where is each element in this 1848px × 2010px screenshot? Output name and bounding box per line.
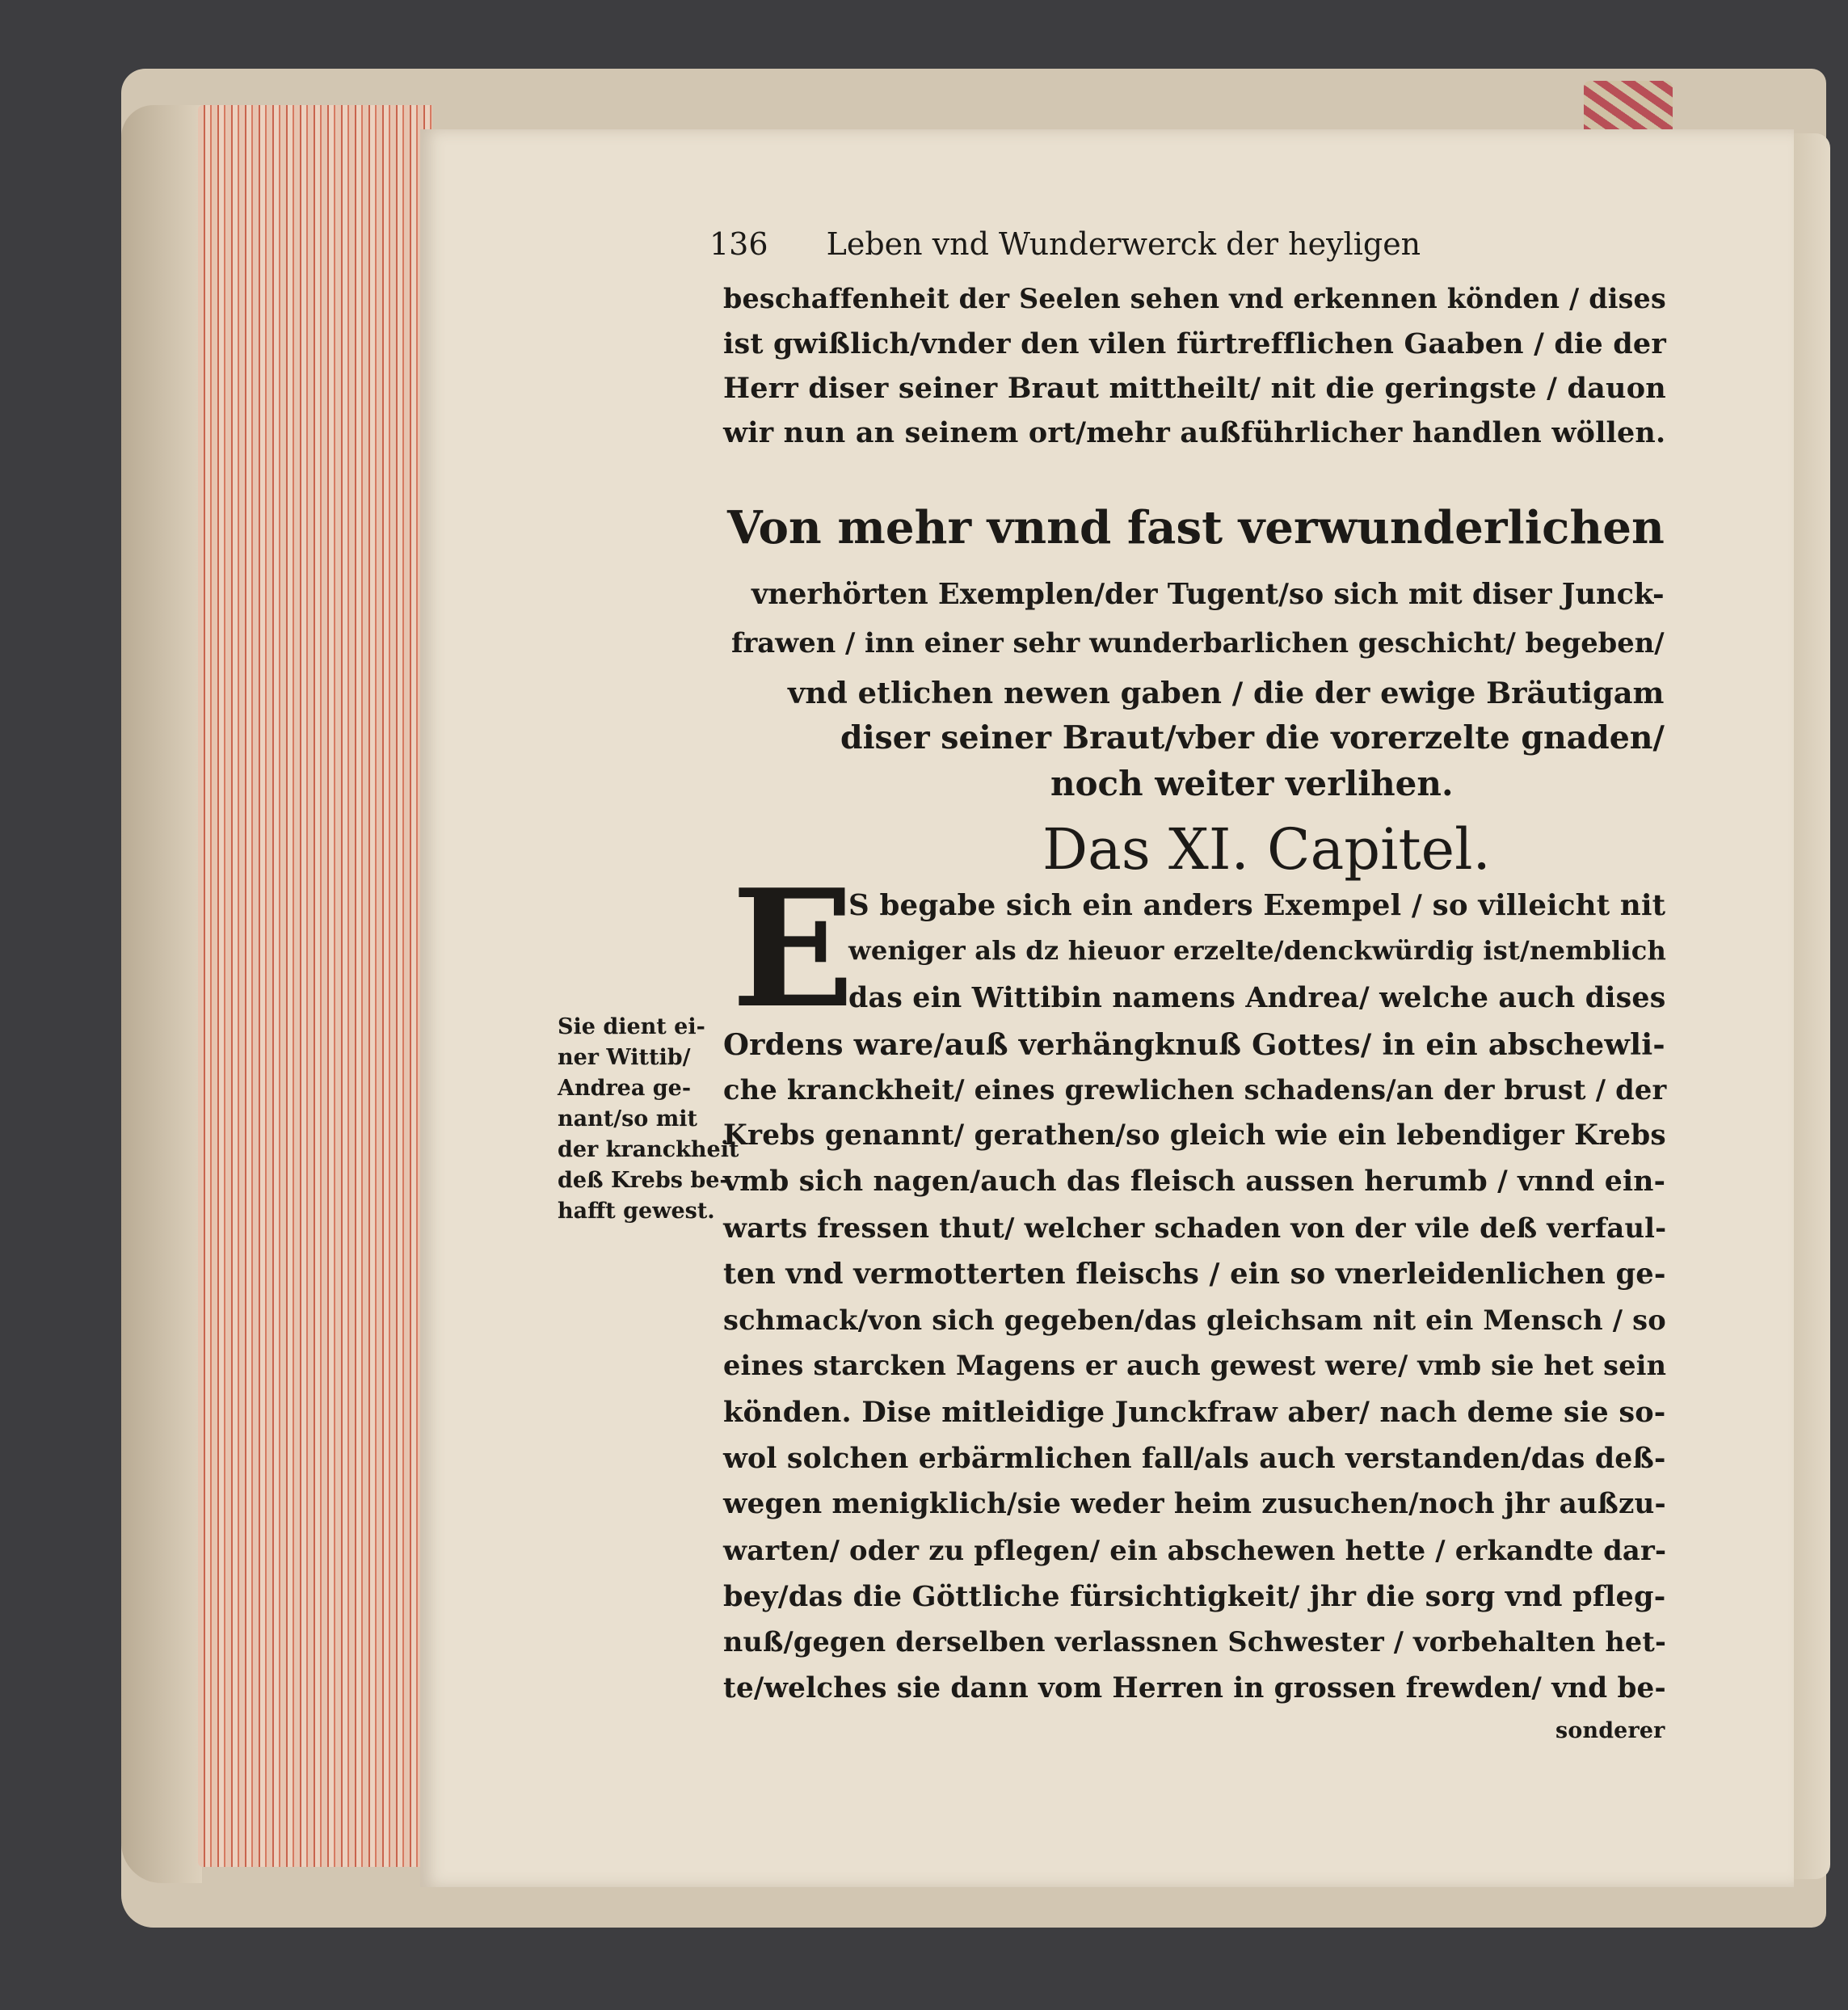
- body-line: Ordens ware/auß verhängknuß Gottes/ in ein abschewli-: [723, 1027, 1665, 1062]
- running-head: [709, 226, 1421, 262]
- body-line: eines starcken Magens er auch gewest were/ vmb sie het sein: [723, 1350, 1667, 1381]
- margin-note-line: Sie dient ei-: [558, 1014, 705, 1039]
- page-number: 136: [709, 226, 768, 262]
- body-line: che kranckheit/ eines grewlichen schadens/an der brust / der: [723, 1073, 1667, 1106]
- red-page-edges: [198, 105, 432, 1867]
- body-line: warts fressen thut/ welcher schaden von der vile deß verfaul-: [723, 1211, 1667, 1244]
- body-line: ten vnd vermotterten fleischs / ein so vnerleidenlichen ge-: [723, 1258, 1666, 1291]
- margin-note-line: hafft gewest.: [558, 1199, 715, 1224]
- heading-subline: noch weiter verlihen.: [1050, 764, 1454, 803]
- margin-note-line: ner Wittib/: [558, 1045, 691, 1070]
- body-line: schmack/von sich gegeben/das gleichsam nit ein Mensch / so: [723, 1304, 1666, 1336]
- chapter-label: Das XI. Capitel.: [1042, 816, 1491, 883]
- heading-subline: frawen / inn einer sehr wunderbarlichen geschicht/ begeben/: [731, 626, 1665, 659]
- margin-note-line: nant/so mit: [558, 1106, 697, 1131]
- body-line: wol solchen erbärmlichen fall/als auch verstanden/das deß-: [723, 1442, 1666, 1475]
- intro-line: beschaffenheit der Seelen sehen vnd erkennen könden / dises: [723, 283, 1666, 314]
- body-line: S begabe sich ein anders Exempel / so villeicht nit: [848, 889, 1666, 922]
- body-line: wegen menigklich/sie weder heim zusuchen/noch jhr außzu-: [723, 1488, 1666, 1520]
- intro-line: ist gwißlich/vnder den vilen fürtrefflichen Gaaben / die der: [723, 327, 1666, 360]
- body-line: vmb sich nagen/auch das fleisch aussen herumb / vnnd ein-: [723, 1165, 1666, 1198]
- catchword: sonderer: [1555, 1718, 1665, 1743]
- body-line: weniger als dz hieuor erzelte/denckwürdig ist/nemblich: [848, 935, 1667, 966]
- section-heading: Von mehr vnnd fast verwunderlichen: [727, 501, 1665, 554]
- intro-line: wir nun an seinem ort/mehr außführlicher handlen wöllen.: [723, 416, 1666, 449]
- heading-subline: vnd etlichen newen gaben / die der ewige Bräutigam: [788, 675, 1665, 710]
- heading-subline: vnerhörten Exemplen/der Tugent/so sich mit diser Junck-: [751, 578, 1665, 611]
- heading-subline: diser seiner Braut/vber die vorerzelte gnaden/: [840, 719, 1665, 756]
- body-line: nuß/gegen derselben verlassnen Schwester / vorbehalten het-: [723, 1626, 1667, 1658]
- margin-note-line: deß Krebs be-: [558, 1168, 729, 1193]
- running-title: Leben vnd Wunderwerck der heyligen: [826, 226, 1421, 262]
- body-line: te/welches sie dann vom Herren in grossen frewden/ vnd be-: [723, 1672, 1666, 1704]
- body-line: bey/das die Göttliche fürsichtigkeit/ jhr die sorg vnd pfleg-: [723, 1580, 1666, 1613]
- body-line: das ein Wittibin namens Andrea/ welche auch dises: [848, 981, 1666, 1014]
- drop-cap-initial: E: [731, 854, 855, 1044]
- body-line: warten/ oder zu pflegen/ ein abschewen hette / erkandte dar-: [723, 1534, 1667, 1566]
- margin-note-line: Andrea ge-: [558, 1076, 692, 1101]
- body-line: Krebs genannt/ gerathen/so gleich wie ein lebendiger Krebs: [723, 1119, 1666, 1152]
- intro-line: Herr diser seiner Braut mittheilt/ nit die geringste / dauon: [723, 372, 1666, 405]
- body-line: könden. Dise mitleidige Junckfraw aber/ nach deme sie so-: [723, 1396, 1666, 1429]
- book-edge: [121, 105, 202, 1883]
- margin-note-line: der kranckheit: [558, 1137, 739, 1162]
